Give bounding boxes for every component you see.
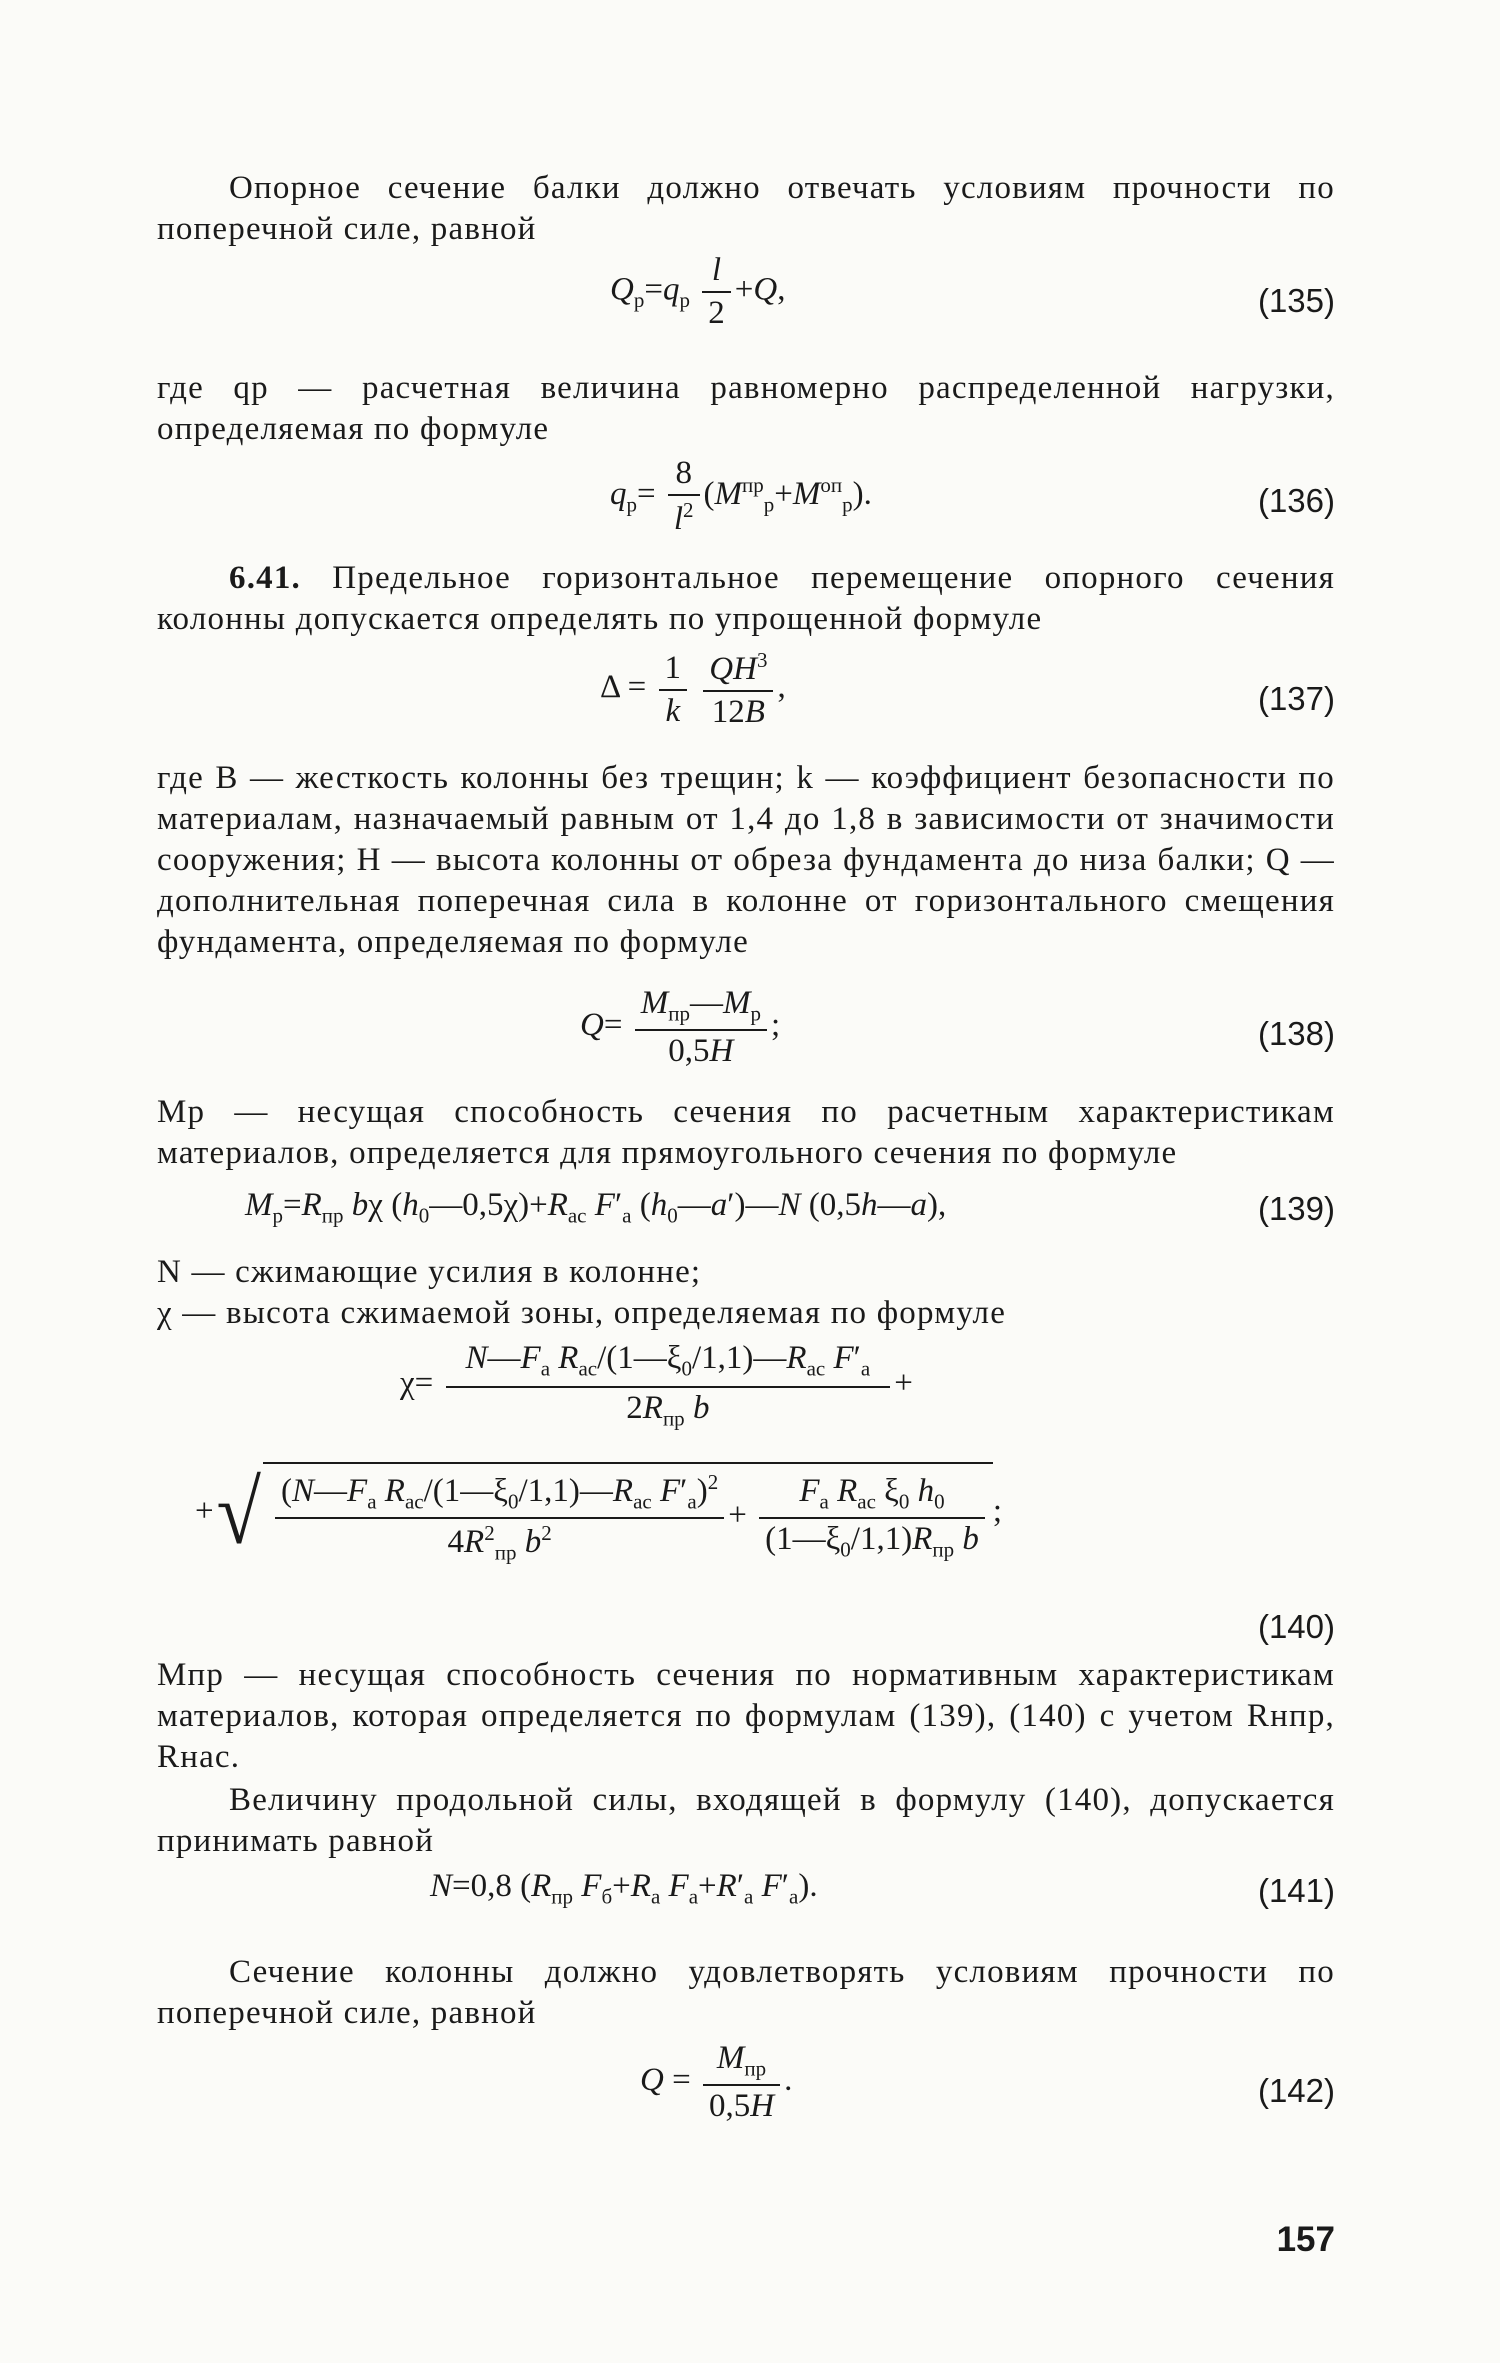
- paragraph-n: N — сжимающие усилия в колонне;: [157, 1254, 702, 1290]
- page-number: 157: [1276, 2220, 1335, 2259]
- radical-sign: √: [216, 1463, 261, 1563]
- equation-137: Δ = $\frac{1}{k}$ $\frac{QH^3}{12B}$ ,: [600, 648, 786, 730]
- paragraph-longitudinal-force: Величину продольной силы, входящей в формулу (140), допускается принимать равной: [157, 1782, 1335, 1859]
- equation-number-139: (139): [1257, 1190, 1335, 1227]
- paragraph-where-b: где B — жесткость колонны без трещин; k — коэффициент безопасности по материалам, назначаемый равным от 1,4 до 1,8 в зависимости от значимости сооружения; H — высота колонны от обреза фундамента до низа балки; Q — дополнительная поперечная сила в колонне от горизонтального смещения фундамента, определяемая по формуле: [157, 760, 1335, 960]
- equation-135: $Q_р=q_р$ $\frac{l}{2}$ +Q,: [610, 252, 786, 331]
- paragraph-support-section: Опорное сечение балки должно отвечать условиям прочности по поперечной силе, равной: [157, 170, 1335, 247]
- equation-number-142: (142): [1257, 2072, 1335, 2109]
- equation-140-part1: χ= $\frac{N—F_а R_{ас}/(1—\xi_0/1,1)—R_{ас} F'_а}{2R_{пр} b}$ +: [400, 1340, 913, 1431]
- equation-142: Q = $\frac{M_{пр}}{0,5H}$ .: [640, 2040, 793, 2124]
- equation-number-140: (140): [1257, 1608, 1335, 1645]
- equation-138: Q= $\frac{M_{пр}—M_р}{0,5H}$ ;: [580, 985, 781, 1069]
- paragraph-mpr: Mпр — несущая способность сечения по нормативным характеристикам материалов, которая определяется по формулам (139), (140) с учетом Rнпр, Rнас.: [157, 1657, 1335, 1775]
- radicand: $\frac{(N—F_а R_{ас}/(1—\xi_0/1,1)—R_{ас} F'_а)^2}{4R^2_{пр} b^2}$ + $\frac{F_а R_{ас} \xi_0 h_0}{(1—\xi_0/1,1)R_{пр} b}$: [263, 1462, 993, 1565]
- paragraph-column-section: Сечение колонны должно удовлетворять условиям прочности по поперечной силе, равной: [157, 1954, 1335, 2031]
- paragraph-mp: Mр — несущая способность сечения по расчетным характеристикам материалов, определяется для прямоугольного сечения по формуле: [157, 1094, 1335, 1171]
- equation-139: $M_р=R_{пр}$ bχ $(h_0—0,5\chi)+R_{ас}$ $F'_а$ $(h_0—a')—N$ (0,5h—a),: [245, 1187, 947, 1228]
- paragraph-6-41-text: Предельное горизонтальное перемещение опорного сечения колонны допускается определять по упрощенной формуле: [157, 560, 1335, 637]
- equation-136: $q_р=$ $\frac{8}{l^2}$ $(M^{пр}_р+M^{оп}_р)$.: [610, 455, 872, 537]
- equation-number-136: (136): [1257, 482, 1335, 519]
- equation-number-137: (137): [1257, 680, 1335, 717]
- equation-141: N=0,8 ($R_{пр}$ $F_б+R_а$ $F_а+R'_а$ $F'_а$).: [430, 1868, 818, 1909]
- equation-number-141: (141): [1257, 1872, 1335, 1909]
- section-number: 6.41.: [229, 560, 301, 596]
- paragraph-chi: χ — высота сжимаемой зоны, определяемая по формуле: [157, 1295, 1007, 1331]
- paragraph-6-41: [157, 558, 1335, 640]
- paragraph-distributed-load: где qр — расчетная величина равномерно распределенной нагрузки, определяемая по формуле: [157, 370, 1335, 447]
- equation-number-138: (138): [1257, 1015, 1335, 1052]
- equation-number-135: (135): [1257, 282, 1335, 319]
- equation-140-part2: +√ $\frac{(N—F_а R_{ас}/(1—\xi_0/1,1)—R_{ас} F'_а)^2}{4R^2_{пр} b^2}$ + $\frac{F_а R_{ас} \xi_0 h_0}{(1—\xi_0/1,1)R_{пр} b}$ ;: [195, 1463, 1003, 1565]
